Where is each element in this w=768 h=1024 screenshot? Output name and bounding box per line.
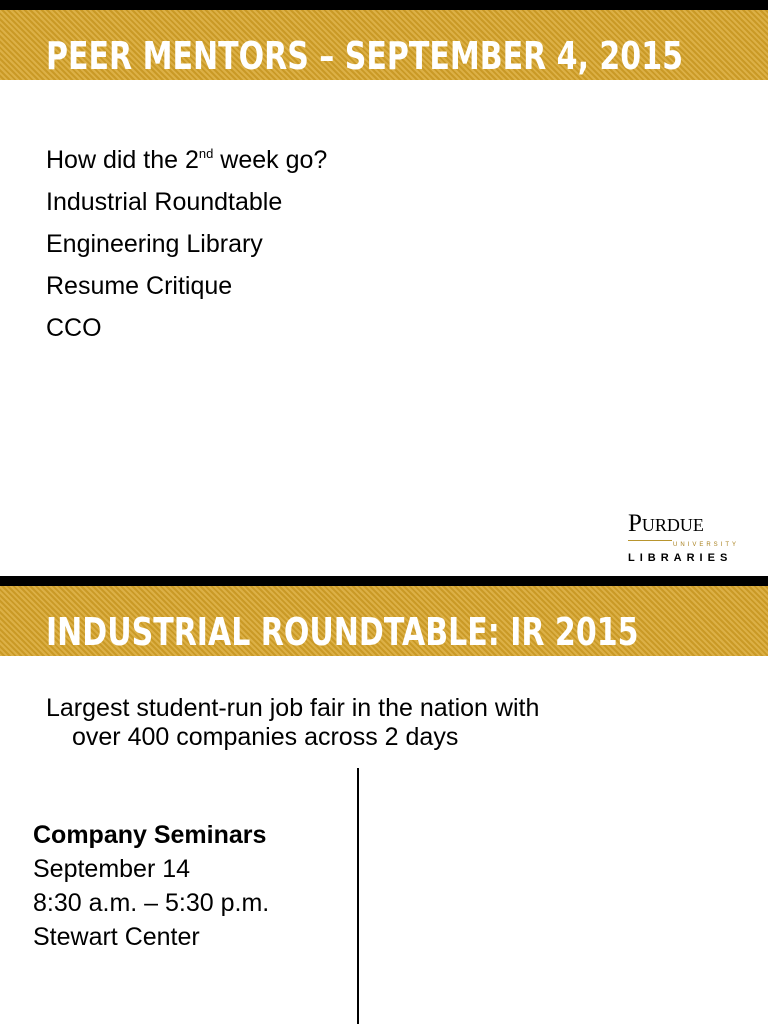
top-bar [0, 0, 768, 10]
logo-wordmark: PURDUE [628, 510, 704, 537]
column-divider [357, 768, 359, 1024]
title-banner [0, 586, 768, 656]
lead-line: Largest student-run job fair in the nation with [46, 694, 540, 722]
seminars-time: 8:30 a.m. – 5:30 p.m. [33, 889, 270, 917]
top-bar [0, 576, 768, 586]
agenda-list [46, 139, 327, 349]
ordinal-suffix: nd [198, 146, 214, 161]
title-banner [0, 10, 768, 80]
seminars-date: September 14 [33, 855, 191, 883]
lead-paragraph [46, 694, 686, 752]
list-item: Resume Critique [46, 272, 233, 300]
lead-line: over 400 companies across 2 days [72, 723, 459, 751]
list-item: Industrial Roundtable [46, 188, 283, 216]
logo-libraries: LIBRARIES [628, 552, 733, 564]
list-item: Engineering Library [46, 230, 263, 258]
purdue-libraries-logo [628, 510, 740, 566]
list-item [46, 139, 327, 181]
company-seminars-block [33, 818, 269, 954]
seminars-title: Company Seminars [33, 821, 267, 849]
logo-university: UNIVERSITY [673, 542, 740, 548]
list-item: CCO [46, 314, 102, 342]
slide-title: INDUSTRIAL ROUNDTABLE: IR 2015 [46, 610, 639, 654]
list-item-text: week go? [213, 146, 328, 174]
slide-industrial-roundtable [0, 576, 768, 1024]
slide-title: PEER MENTORS – SEPTEMBER 4, 2015 [46, 34, 683, 78]
list-item-text: How did the 2 [46, 146, 199, 174]
seminars-location: Stewart Center [33, 923, 200, 951]
